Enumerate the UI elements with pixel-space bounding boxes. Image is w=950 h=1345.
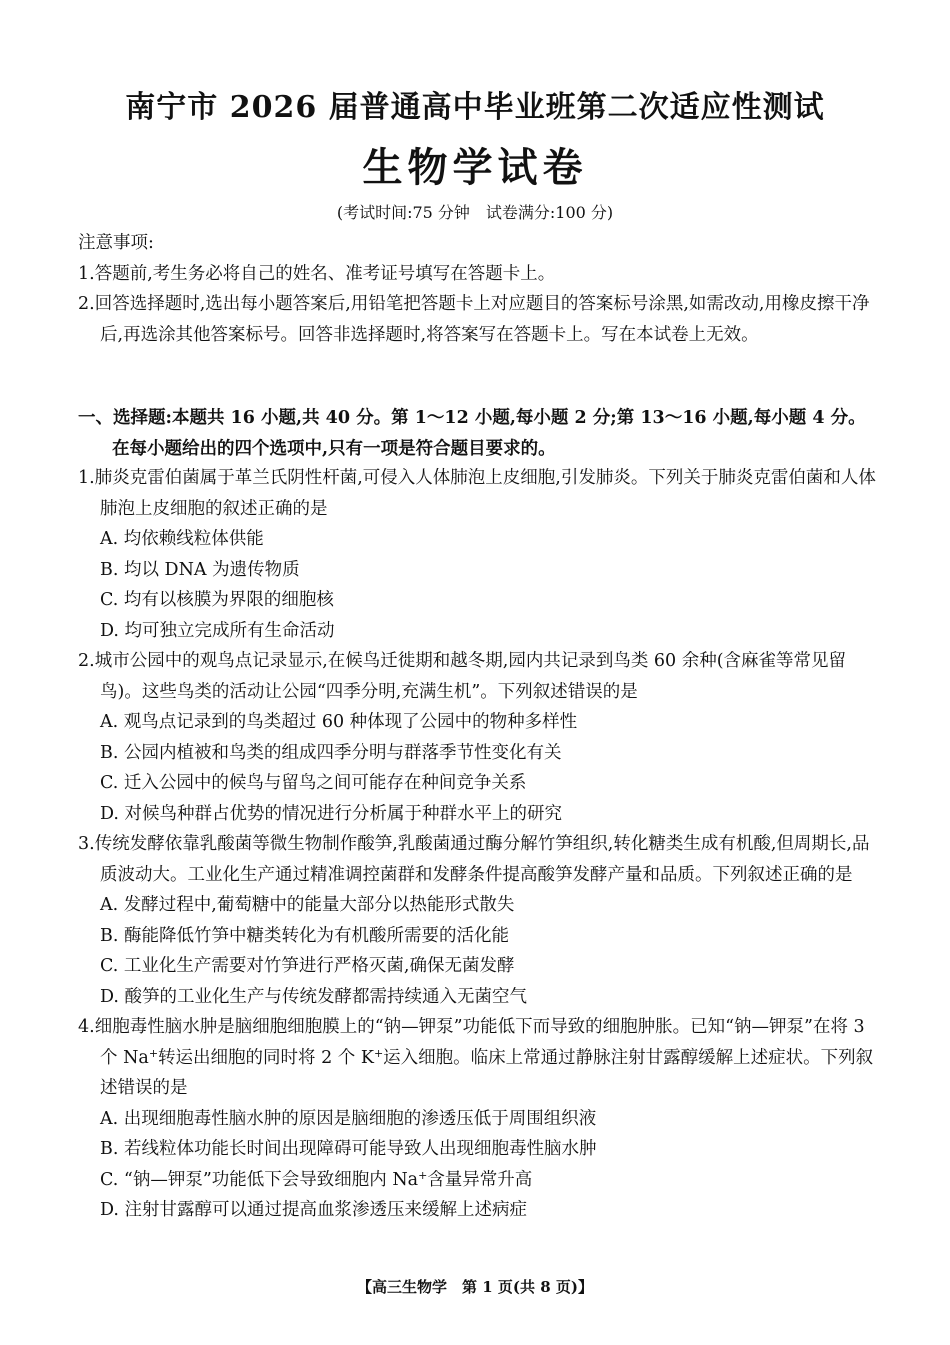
option-c [78,1165,878,1196]
option-b: B. 公园内植被和鸟类的组成四季分明与群落季节性变化有关 [100,742,562,763]
superscript-plus: + [373,1046,384,1060]
notice-item-1: 1.答题前,考生务必将自己的姓名、准考证号填写在答题卡上。 [78,263,556,284]
option-a: A. 发酵过程中,葡萄糖中的能量大部分以热能形式散失 [100,895,515,915]
section-1-instructions: 一、选择题:本题共 16 小题,共 40 分。第 1～12 小题,每小题 2 分;第 13～16 小题,每小题 4 分。在每小题给出的四个选项中,只有一项是符合题目要求的。 [78,408,866,459]
question-1 [78,463,878,646]
superscript-plus: + [148,1046,159,1060]
option-b: B. 酶能降低竹笋中糖类转化为有机酸所需要的活化能 [100,925,509,946]
question-stem [78,1012,878,1104]
option-c-part-2: 含量异常升高 [427,1169,533,1190]
question-stem-part-2: 转运出细胞的同时将 2 个 K [158,1047,374,1068]
option-d: D. 均可独立完成所有生命活动 [100,620,335,641]
exam-info: (考试时间:75 分钟 试卷满分:100 分) [336,203,614,222]
notice-item-2: 2.回答选择题时,选出每小题答案后,用铅笔把答题卡上对应题目的答案标号涂黑,如需改动,用橡皮擦干净后,再选涂其他答案标号。回答非选择题时,将答案写在答题卡上。写在本试卷上无效。 [78,294,870,345]
option-a: A. 观鸟点记录到的鸟类超过 60 种体现了公园中的物种多样性 [100,712,578,732]
exam-title: 南宁市 2026 届普通高中毕业班第二次适应性测试 [125,90,825,125]
option-c: C. 迁入公园中的候鸟与留鸟之间可能存在种间竞争关系 [100,773,527,793]
section-heading [78,403,878,464]
question-3 [78,829,878,1012]
option-a: A. 均依赖线粒体供能 [100,529,264,549]
notice-section [78,228,878,350]
question-stem: 2.城市公园中的观鸟点记录显示,在候鸟迁徙期和越冬期,园内共记录到鸟类 60 余种(含麻雀等常见留鸟)。这些鸟类的活动让公园“四季分明,充满生机”。下列叙述错误的是 [78,651,847,702]
option-d: D. 对候鸟种群占优势的情况进行分析属于种群水平上的研究 [100,803,563,824]
question-stem: 1.肺炎克雷伯菌属于革兰氏阴性杆菌,可侵入人体肺泡上皮细胞,引发肺炎。下列关于肺炎克雷伯菌和人体肺泡上皮细胞的叙述正确的是 [78,468,876,519]
question-stem-part-3: 运入细胞。临床上常通过静脉注射甘露醇缓解上述症状。下列叙述错误的是 [100,1047,874,1098]
option-c: C. 均有以核膜为界限的细胞核 [100,590,334,610]
question-2 [78,646,878,829]
question-stem-part-1: 4.细胞毒性脑水肿是脑细胞细胞膜上的“钠—钾泵”功能低下而导致的细胞肿胀。已知“钠—钾泵”在将 3 个 Na [78,1017,865,1068]
question-list [78,463,878,1226]
question-4 [78,1012,878,1226]
option-d: D. 酸笋的工业化生产与传统发酵都需持续通入无菌空气 [100,986,528,1007]
exam-subject-title: 生物学试卷 [362,144,588,191]
superscript-plus: + [418,1168,428,1182]
option-b: B. 均以 DNA 为遗传物质 [100,559,300,580]
option-c: C. 工业化生产需要对竹笋进行严格灭菌,确保无菌发酵 [100,956,515,976]
option-c-part-1: C. “钠—钾泵”功能低下会导致细胞内 Na [100,1169,419,1190]
option-a: A. 出现细胞毒性脑水肿的原因是脑细胞的渗透压低于周围组织液 [100,1108,597,1129]
notice-heading: 注意事项: [78,233,154,253]
question-stem: 3.传统发酵依靠乳酸菌等微生物制作酸笋,乳酸菌通过酶分解竹笋组织,转化糖类生成有机酸,但周期长,品质波动大。工业化生产通过精准调控菌群和发酵条件提高酸笋发酵产量和品质。下列叙述正确的是 [78,834,870,885]
option-d: D. 注射甘露醇可以通过提高血浆渗透压来缓解上述病症 [100,1200,528,1220]
option-b: B. 若线粒体功能长时间出现障碍可能导致人出现细胞毒性脑水肿 [100,1139,597,1159]
page-footer: 【高三生物学 第 1 页(共 8 页)】 [357,1278,593,1296]
